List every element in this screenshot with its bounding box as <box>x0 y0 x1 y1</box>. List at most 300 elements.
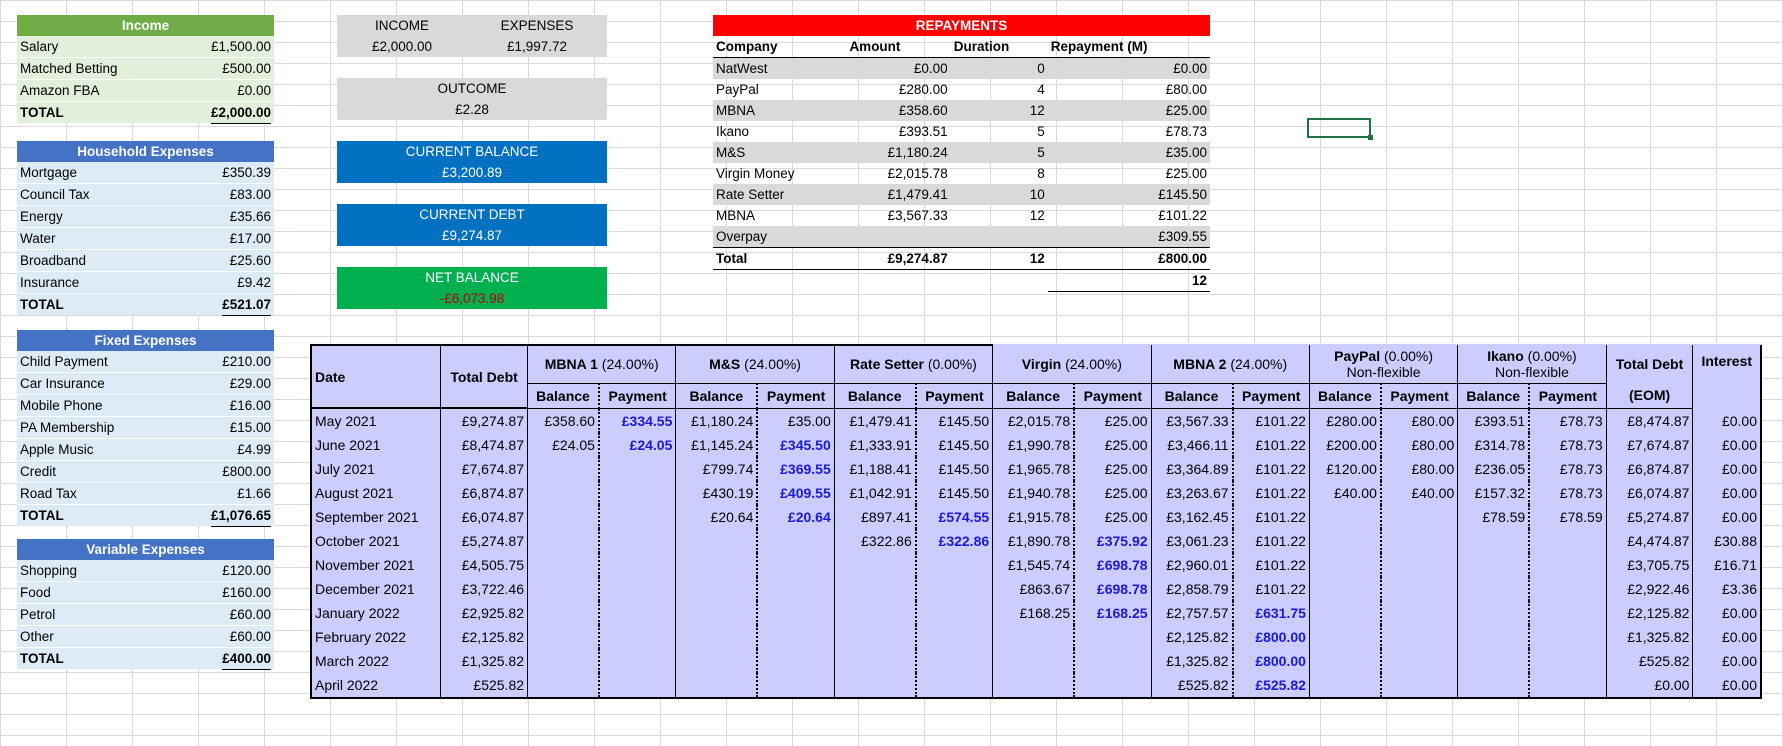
repayments-cell: £309.55 <box>1048 226 1210 248</box>
schedule-cell-msb: £1,180.24 <box>676 408 758 433</box>
schedule-row <box>311 433 1761 457</box>
income-summary-value: £2,000.00 <box>371 39 433 54</box>
schedule-cell-m2p: £525.82 <box>1233 673 1310 698</box>
household-label: Energy <box>20 209 63 224</box>
schedule-cell-vp: £25.00 <box>1074 433 1151 457</box>
col-total-debt: Total Debt <box>441 345 528 408</box>
schedule-cell-vb <box>993 649 1075 673</box>
schedule-cell-ikb <box>1458 601 1529 625</box>
fixed-label: Child Payment <box>20 354 108 369</box>
payment-subheader: Payment <box>916 383 993 408</box>
col-virgin <box>993 345 1151 383</box>
debt-label: CURRENT DEBT <box>419 207 525 222</box>
household-label: Council Tax <box>20 187 90 202</box>
schedule-cell-m1p <box>599 649 676 673</box>
schedule-cell-msp <box>757 529 834 553</box>
schedule-cell-ppb <box>1309 673 1380 698</box>
repayments-row <box>713 79 1210 100</box>
variable-total-row <box>17 648 274 669</box>
balance-subheader: Balance <box>676 383 758 408</box>
schedule-cell-ppp <box>1381 577 1458 601</box>
repayments-header-cell: Company <box>716 39 778 54</box>
schedule-cell-m2b: £525.82 <box>1151 673 1233 698</box>
schedule-cell-ppb <box>1309 577 1380 601</box>
repayments-row <box>713 100 1210 121</box>
schedule-cell-debt: £2,125.82 <box>441 625 528 649</box>
schedule-cell-m2b: £3,061.23 <box>1151 529 1233 553</box>
variable-block <box>17 539 274 669</box>
schedule-cell-msb: £20.64 <box>676 505 758 529</box>
mbna2-rate: (24.00%) <box>1230 355 1288 372</box>
schedule-cell-ppp: £80.00 <box>1381 433 1458 457</box>
schedule-cell-msb <box>676 625 758 649</box>
household-total-label: TOTAL <box>20 297 64 312</box>
col-ratesetter <box>834 345 992 383</box>
fixed-block <box>17 330 274 526</box>
schedule-cell-ikp: £78.73 <box>1529 481 1606 505</box>
schedule-cell-m1p: £334.55 <box>599 408 676 433</box>
schedule-cell-rsb <box>834 625 916 649</box>
balance-subheader: Balance <box>1309 383 1380 408</box>
schedule-cell-vp: £375.92 <box>1074 529 1151 553</box>
schedule-cell-rsp: £145.50 <box>916 481 993 505</box>
schedule-cell-eom: £3,705.75 <box>1606 553 1693 577</box>
paypal-name: PayPal <box>1334 347 1381 364</box>
schedule-cell-rsb <box>834 577 916 601</box>
schedule-cell-msp <box>757 577 834 601</box>
repayments-cell: £0.00 <box>846 58 950 80</box>
schedule-cell-m1p <box>599 529 676 553</box>
virgin-rate: (24.00%) <box>1065 355 1122 372</box>
fixed-value: £15.00 <box>229 420 271 435</box>
ratesetter-rate: (0.00%) <box>927 356 977 373</box>
schedule-cell-debt: £2,925.82 <box>441 601 528 625</box>
schedule-cell-m2b: £2,125.82 <box>1151 625 1233 649</box>
schedule-cell-ppp <box>1381 529 1458 553</box>
schedule-cell-eom: £4,474.87 <box>1606 529 1693 553</box>
schedule-cell-rsp: £145.50 <box>916 457 993 481</box>
schedule-cell-m1p <box>599 505 676 529</box>
schedule-cell-ppp <box>1381 505 1458 529</box>
repayments-cell: 12 <box>1029 208 1045 223</box>
variable-rows <box>17 560 274 669</box>
schedule-cell-int: £0.00 <box>1693 601 1761 625</box>
col-date: Date <box>311 345 441 408</box>
schedule-cell-msb <box>676 529 758 553</box>
fixed-header: Fixed Expenses <box>17 330 274 351</box>
variable-header: Variable Expenses <box>17 539 274 560</box>
household-row <box>17 184 274 206</box>
payment-subheader: Payment <box>757 383 834 408</box>
schedule-cell-ikp: £78.73 <box>1529 433 1606 457</box>
household-label: Insurance <box>20 275 80 290</box>
repayments-cell: NatWest <box>713 58 846 80</box>
schedule-cell-ppb: £40.00 <box>1309 481 1380 505</box>
schedule-cell-ppb: £120.00 <box>1309 457 1380 481</box>
income-block <box>17 15 274 123</box>
schedule-cell-date: January 2022 <box>311 601 441 625</box>
household-total-value: £521.07 <box>222 294 271 316</box>
schedule-cell-ikb <box>1458 577 1529 601</box>
col-ms <box>676 345 834 383</box>
fixed-row <box>17 373 274 395</box>
schedule-row <box>311 625 1761 649</box>
repayments-cell: M&S <box>713 142 846 163</box>
repayments-cell: MBNA <box>716 208 756 223</box>
repayments-cell: Overpay <box>713 226 846 248</box>
schedule-cell-msb: £430.19 <box>676 481 758 505</box>
repayments-cell: 10 <box>951 184 1048 205</box>
schedule-cell-msp <box>757 673 834 698</box>
schedule-cell-ppp: £80.00 <box>1381 457 1458 481</box>
selected-cell[interactable] <box>1307 118 1371 138</box>
repayments-cell: Virgin Money <box>716 166 795 181</box>
schedule-row <box>311 601 1761 625</box>
schedule-cell-ikp: £78.73 <box>1529 457 1606 481</box>
income-row <box>17 58 274 80</box>
col-ikano <box>1458 345 1606 383</box>
repayments-total-cell: £9,274.87 <box>846 248 950 270</box>
household-rows <box>17 162 274 315</box>
schedule-cell-rsp: £322.86 <box>916 529 993 553</box>
schedule-cell-int: £0.00 <box>1693 408 1761 433</box>
col-total-debt-eom: Total Debt <box>1606 345 1693 383</box>
repayments-cell: £80.00 <box>1165 82 1207 97</box>
repayments-cell: 8 <box>1037 166 1045 181</box>
schedule-cell-m1b <box>528 457 599 481</box>
repayments-cell: Rate Setter <box>713 184 846 205</box>
variable-label: Shopping <box>20 563 78 578</box>
schedule-cell-date: June 2021 <box>311 433 441 457</box>
schedule-cell-ppp <box>1381 673 1458 698</box>
schedule-cell-rsb: £897.41 <box>834 505 916 529</box>
repayments-header-cell: Repayment (M) <box>1050 39 1148 54</box>
schedule-cell-m2p: £101.22 <box>1233 433 1310 457</box>
schedule-cell-rsb: £1,042.91 <box>834 481 916 505</box>
schedule-cell-m1p <box>599 601 676 625</box>
schedule-cell-rsb <box>834 553 916 577</box>
schedule-cell-date: September 2021 <box>311 505 441 529</box>
household-value: £17.00 <box>229 231 271 246</box>
variable-row <box>17 582 274 604</box>
repayments-row <box>713 58 1210 80</box>
income-label: Salary <box>20 39 59 54</box>
repayments-table <box>713 15 1210 292</box>
schedule-cell-rsp <box>916 673 993 698</box>
summary-income-expenses <box>337 15 607 57</box>
repayments-cell: £2,015.78 <box>887 166 948 181</box>
balance-subheader: Balance <box>1458 383 1529 408</box>
schedule-cell-int: £0.00 <box>1693 433 1761 457</box>
fixed-row <box>17 461 274 483</box>
schedule-cell-m1b <box>528 673 599 698</box>
repayments-total-cell: Total <box>713 248 846 270</box>
schedule-cell-vb: £1,965.78 <box>993 457 1075 481</box>
schedule-cell-msb: £799.74 <box>676 457 758 481</box>
variable-row <box>17 604 274 626</box>
fixed-value: £800.00 <box>222 464 271 479</box>
schedule-cell-date: December 2021 <box>311 577 441 601</box>
schedule-cell-int: £0.00 <box>1693 649 1761 673</box>
repayments-total-cell: 12 <box>951 248 1048 270</box>
expenses-summary-value: £1,997.72 <box>506 39 568 54</box>
schedule-cell-ikp <box>1529 649 1606 673</box>
repayments-cell: 5 <box>1037 124 1045 139</box>
repayments-extra-row <box>713 270 1210 292</box>
repayments-header-cell: Duration <box>953 39 1010 54</box>
schedule-row <box>311 529 1761 553</box>
fixed-label: Apple Music <box>20 442 94 457</box>
variable-value: £60.00 <box>229 607 271 622</box>
schedule-row <box>311 553 1761 577</box>
schedule-cell-int: £0.00 <box>1693 505 1761 529</box>
schedule-cell-debt: £4,505.75 <box>441 553 528 577</box>
repayments-row <box>713 226 1210 248</box>
schedule-cell-vb: £168.25 <box>993 601 1075 625</box>
repayments-row <box>713 121 1210 142</box>
schedule-cell-m2b: £3,567.33 <box>1151 408 1233 433</box>
schedule-cell-vp: £25.00 <box>1074 505 1151 529</box>
household-row <box>17 272 274 294</box>
schedule-cell-int: £16.71 <box>1693 553 1761 577</box>
schedule-cell-m1p <box>599 553 676 577</box>
repayments-cell: £78.73 <box>1165 124 1207 139</box>
schedule-cell-eom: £5,274.87 <box>1606 505 1693 529</box>
income-rows <box>17 36 274 123</box>
schedule-cell-ikp <box>1529 673 1606 698</box>
schedule-cell-vb <box>993 673 1075 698</box>
fixed-row <box>17 417 274 439</box>
schedule-cell-msp: £35.00 <box>757 408 834 433</box>
schedule-cell-vb: £1,890.78 <box>993 529 1075 553</box>
ratesetter-name: Rate Setter <box>850 356 924 373</box>
schedule-cell-debt: £525.82 <box>441 673 528 698</box>
household-row <box>17 206 274 228</box>
schedule-cell-ppp <box>1381 553 1458 577</box>
schedule-cell-ikb: £78.59 <box>1458 505 1529 529</box>
fixed-rows <box>17 351 274 526</box>
schedule-cell-vp <box>1074 673 1151 698</box>
schedule-cell-ppp: £80.00 <box>1381 408 1458 433</box>
income-summary-label: INCOME <box>375 18 429 33</box>
schedule-cell-msb <box>676 553 758 577</box>
repayments-row <box>713 163 1210 184</box>
schedule-cell-m2b: £1,325.82 <box>1151 649 1233 673</box>
schedule-cell-ppb <box>1309 601 1380 625</box>
schedule-cell-m2b: £3,466.11 <box>1151 433 1233 457</box>
schedule-cell-ikb <box>1458 529 1529 553</box>
schedule-cell-m2p: £101.22 <box>1233 577 1310 601</box>
schedule-cell-ikb <box>1458 625 1529 649</box>
income-row <box>17 36 274 58</box>
variable-value: £120.00 <box>222 563 271 578</box>
schedule-cell-vb: £863.67 <box>993 577 1075 601</box>
balance-subheader: Balance <box>834 383 916 408</box>
income-value: £500.00 <box>222 61 271 76</box>
fixed-value: £29.00 <box>229 376 271 391</box>
household-label: Broadband <box>20 253 87 268</box>
repayments-cell: PayPal <box>716 82 759 97</box>
schedule-cell-int: £0.00 <box>1693 481 1761 505</box>
variable-total-value: £400.00 <box>222 648 271 670</box>
schedule-cell-m1b <box>528 601 599 625</box>
schedule-cell-ikp <box>1529 529 1606 553</box>
income-total-label: TOTAL <box>20 105 64 120</box>
repayments-cell: £145.50 <box>1048 184 1210 205</box>
repayments-row <box>713 205 1210 226</box>
repayments-extra-value: 12 <box>1048 270 1210 292</box>
payment-subheader: Payment <box>1233 383 1310 408</box>
schedule-cell-m1b <box>528 577 599 601</box>
repayments-cell: MBNA <box>713 100 846 121</box>
payment-subheader: Payment <box>599 383 676 408</box>
schedule-cell-date: March 2022 <box>311 649 441 673</box>
schedule-cell-eom: £2,922.46 <box>1606 577 1693 601</box>
schedule-cell-eom: £7,674.87 <box>1606 433 1693 457</box>
schedule-cell-vp <box>1074 625 1151 649</box>
repayments-title: REPAYMENTS <box>713 15 1210 36</box>
schedule-cell-eom: £2,125.82 <box>1606 601 1693 625</box>
schedule-cell-vp: £168.25 <box>1074 601 1151 625</box>
household-row <box>17 228 274 250</box>
schedule-cell-ikb: £236.05 <box>1458 457 1529 481</box>
schedule-row <box>311 481 1761 505</box>
schedule-cell-int: £30.88 <box>1693 529 1761 553</box>
schedule-cell-m1b: £358.60 <box>528 408 599 433</box>
schedule-cell-rsb: £1,333.91 <box>834 433 916 457</box>
schedule-cell-rsp <box>916 649 993 673</box>
repayments-cell: £280.00 <box>898 82 948 97</box>
summary-balance <box>337 141 607 183</box>
schedule-cell-msb <box>676 649 758 673</box>
repayments-total-cell: £800.00 <box>1048 248 1210 270</box>
repayments-cell: £25.00 <box>1165 166 1207 181</box>
balance-subheader: Balance <box>993 383 1075 408</box>
schedule-cell-ppp <box>1381 601 1458 625</box>
schedule-cell-rsp <box>916 625 993 649</box>
schedule-cell-vp: £25.00 <box>1074 481 1151 505</box>
schedule-cell-rsp <box>916 577 993 601</box>
schedule-cell-rsp: £574.55 <box>916 505 993 529</box>
household-header: Household Expenses <box>17 141 274 162</box>
schedule-cell-ppb <box>1309 625 1380 649</box>
schedule-cell-date: November 2021 <box>311 553 441 577</box>
schedule-cell-ikp: £78.73 <box>1529 408 1606 433</box>
schedule-cell-int: £0.00 <box>1693 673 1761 698</box>
schedule-cell-ikp <box>1529 601 1606 625</box>
ikano-rate: (0.00%) <box>1527 347 1577 364</box>
household-value: £83.00 <box>229 187 271 202</box>
schedule-cell-msp <box>757 625 834 649</box>
repayments-header-row <box>713 36 1210 58</box>
schedule-cell-msb: £1,145.24 <box>676 433 758 457</box>
schedule-cell-msb <box>676 673 758 698</box>
variable-row <box>17 626 274 648</box>
schedule-cell-rsp <box>916 553 993 577</box>
household-label: Mortgage <box>20 165 78 180</box>
fixed-total-value: £1,076.65 <box>211 505 271 527</box>
schedule-cell-ikp <box>1529 553 1606 577</box>
schedule-cell-rsb: £322.86 <box>834 529 916 553</box>
schedule-cell-rsp: £145.50 <box>916 433 993 457</box>
paypal-note: Non-flexible <box>1346 363 1421 380</box>
schedule-cell-m1b <box>528 649 599 673</box>
mbna1-name: MBNA 1 <box>544 356 598 373</box>
summary-outcome <box>337 78 607 120</box>
schedule-cell-rsb <box>834 601 916 625</box>
eom-subheader: (EOM) <box>1606 383 1693 408</box>
schedule-cell-m2b: £3,364.89 <box>1151 457 1233 481</box>
schedule-row <box>311 649 1761 673</box>
schedule-cell-eom: £6,074.87 <box>1606 481 1693 505</box>
net-label: NET BALANCE <box>425 270 519 285</box>
schedule-cell-date: August 2021 <box>311 481 441 505</box>
schedule-cell-ppb <box>1309 649 1380 673</box>
fixed-value: £16.00 <box>229 398 271 413</box>
ms-name: M&S <box>709 356 741 373</box>
fixed-label: Car Insurance <box>20 376 105 391</box>
schedule-cell-debt: £7,674.87 <box>441 457 528 481</box>
summary-debt <box>337 204 607 246</box>
schedule-header-row-2 <box>311 383 1761 408</box>
schedule-cell-debt: £6,874.87 <box>441 481 528 505</box>
schedule-cell-ppp: £40.00 <box>1381 481 1458 505</box>
schedule-cell-m1b: £24.05 <box>528 433 599 457</box>
schedule-cell-msp: £369.55 <box>757 457 834 481</box>
income-total-value: £2,000.00 <box>211 102 271 124</box>
schedule-row <box>311 577 1761 601</box>
repayments-cell: £101.22 <box>1158 208 1207 223</box>
schedule-cell-m2p: £631.75 <box>1233 601 1310 625</box>
schedule-cell-vb <box>993 625 1075 649</box>
repayments-row <box>713 184 1210 205</box>
expenses-summary-label: EXPENSES <box>500 18 574 33</box>
schedule-cell-msp: £409.55 <box>757 481 834 505</box>
summary-net <box>337 267 607 309</box>
income-value: £0.00 <box>237 83 271 98</box>
repayments-cell <box>951 226 1048 248</box>
repayments-cell: £393.51 <box>898 124 948 139</box>
schedule-cell-date: April 2022 <box>311 673 441 698</box>
schedule-cell-ikp <box>1529 625 1606 649</box>
balance-label: CURRENT BALANCE <box>405 144 539 159</box>
variable-total-label: TOTAL <box>20 651 64 666</box>
schedule-cell-rsb: £1,479.41 <box>834 408 916 433</box>
household-value: £25.60 <box>229 253 271 268</box>
fixed-row <box>17 439 274 461</box>
schedule-cell-m1p <box>599 481 676 505</box>
fixed-value: £1.66 <box>237 486 271 501</box>
mbna1-rate: (24.00%) <box>601 356 659 373</box>
schedule-cell-vp: £698.78 <box>1074 553 1151 577</box>
repayments-cell: Ikano <box>716 124 750 139</box>
schedule-cell-m1b <box>528 481 599 505</box>
schedule-cell-m2p: £101.22 <box>1233 481 1310 505</box>
schedule-cell-vp: £25.00 <box>1074 457 1151 481</box>
schedule-cell-vb: £2,015.78 <box>993 408 1075 433</box>
schedule-cell-m2p: £101.22 <box>1233 408 1310 433</box>
schedule-cell-m1b <box>528 625 599 649</box>
outcome-label: OUTCOME <box>437 81 507 96</box>
household-label: Water <box>20 231 56 246</box>
schedule-cell-vb: £1,940.78 <box>993 481 1075 505</box>
schedule-body <box>311 408 1761 698</box>
schedule-cell-eom: £6,874.87 <box>1606 457 1693 481</box>
fixed-row <box>17 351 274 373</box>
household-total-row <box>17 294 274 315</box>
ikano-name: Ikano <box>1487 347 1524 364</box>
schedule-cell-eom: £8,474.87 <box>1606 408 1693 433</box>
